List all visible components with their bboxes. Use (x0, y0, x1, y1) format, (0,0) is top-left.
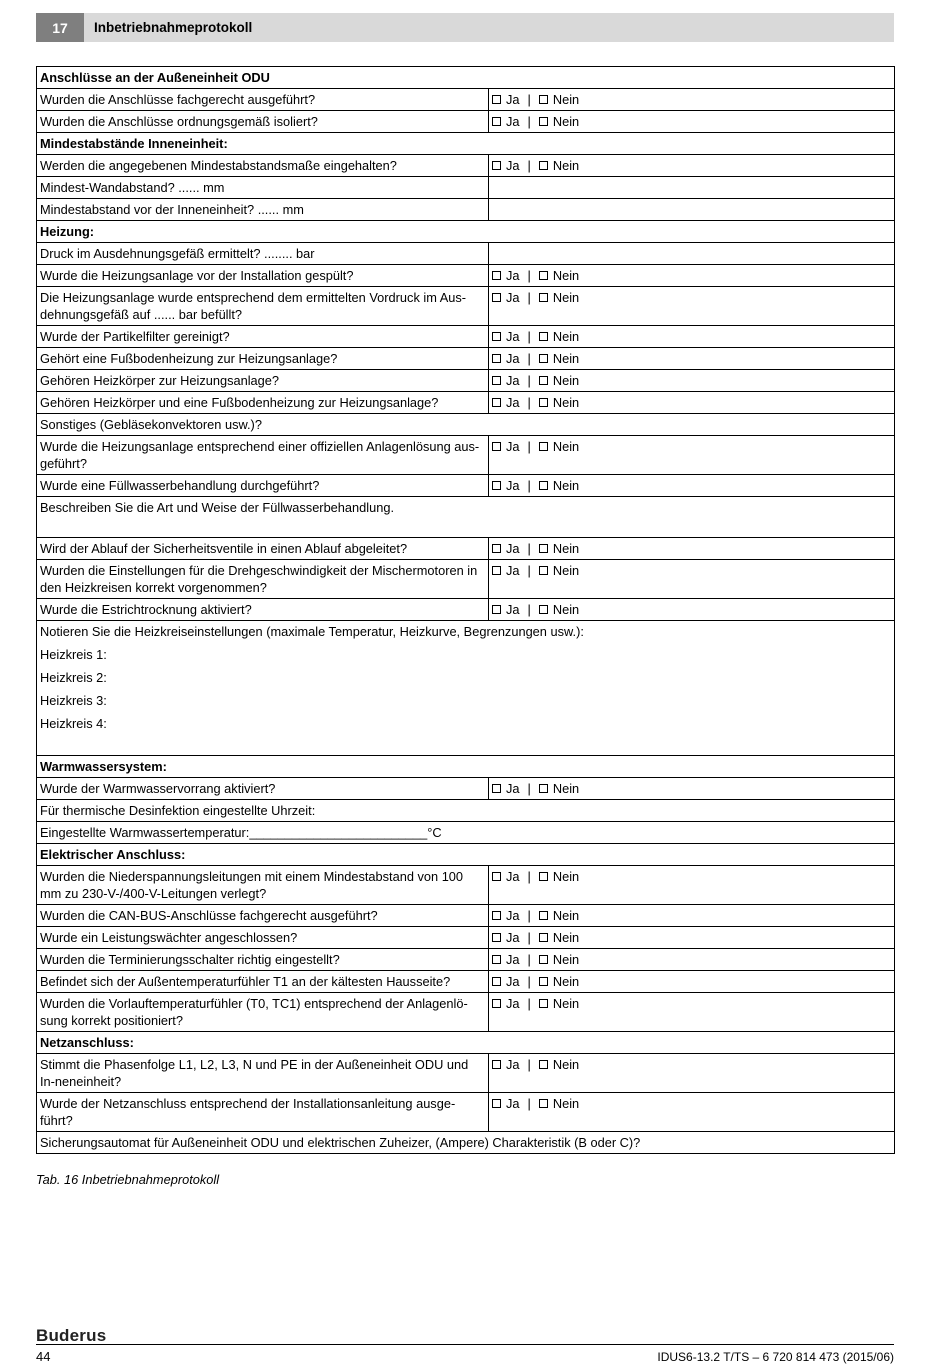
yes-label: Ja (506, 329, 520, 344)
no-checkbox-icon[interactable] (539, 1060, 548, 1069)
no-checkbox-icon[interactable] (539, 442, 548, 451)
yes-no-options (492, 477, 891, 494)
no-checkbox-icon[interactable] (539, 95, 548, 104)
yes-label: Ja (506, 974, 520, 989)
row-text: Wurde die Heizungsanlage vor der Installation gespült? (40, 268, 354, 283)
no-label: Nein (552, 373, 580, 388)
yes-checkbox-icon[interactable] (492, 911, 501, 920)
yes-no-options (492, 350, 891, 367)
section-heading (37, 221, 895, 243)
yes-checkbox-icon[interactable] (492, 955, 501, 964)
yes-label: Ja (506, 92, 520, 107)
table-row (37, 905, 895, 927)
no-checkbox-icon[interactable] (539, 977, 548, 986)
no-label: Nein (552, 290, 580, 305)
no-label: Nein (552, 114, 580, 129)
row-text: Elektrischer Anschluss: (40, 847, 186, 862)
table-row (37, 1054, 895, 1093)
answer-cell (489, 392, 895, 414)
no-label: Nein (552, 974, 580, 989)
yes-no-options (492, 372, 891, 389)
yes-label: Ja (506, 541, 520, 556)
no-checkbox-icon[interactable] (539, 544, 548, 553)
row-text: Heizung: (40, 224, 95, 239)
table-caption: Tab. 16 Inbetriebnahmeprotokoll (36, 1172, 220, 1187)
chapter-number: 17 (36, 13, 84, 42)
no-label: Nein (552, 781, 580, 796)
no-checkbox-icon[interactable] (539, 955, 548, 964)
page-number: 44 (36, 1349, 51, 1364)
row-text: Wurde die Estrichtrocknung aktiviert? (40, 602, 252, 617)
row-text: Befindet sich der Außentemperaturfühler T1 an der kältesten Hausseite? (40, 974, 451, 989)
no-checkbox-icon[interactable] (539, 161, 548, 170)
question-cell (37, 89, 489, 111)
no-label: Nein (552, 602, 580, 617)
question-cell (37, 599, 489, 621)
row-text: Wurde die Heizungsanlage entsprechend einer offiziellen Anlagenlösung aus-geführt? (40, 439, 480, 471)
answer-cell (489, 560, 895, 599)
yes-label: Ja (506, 996, 520, 1011)
row-text: Wurden die Vorlauftemperaturfühler (T0, TC1) entsprechend der Anlagenlö-sung korrekt positioniert? (40, 996, 468, 1028)
table-row (37, 348, 895, 370)
yes-checkbox-icon[interactable] (492, 161, 501, 170)
option-separator: | (527, 268, 531, 283)
section-heading (37, 756, 895, 778)
section-heading (37, 67, 895, 89)
yes-label: Ja (506, 373, 520, 388)
answer-cell (489, 971, 895, 993)
yes-no-options (492, 562, 891, 579)
no-checkbox-icon[interactable] (539, 1099, 548, 1108)
yes-no-options (492, 951, 891, 968)
option-separator: | (527, 439, 531, 454)
question-cell (37, 1054, 489, 1093)
no-label: Nein (552, 1096, 580, 1111)
no-checkbox-icon[interactable] (539, 784, 548, 793)
yes-no-options (492, 907, 891, 924)
option-separator: | (527, 930, 531, 945)
option-separator: | (527, 373, 531, 388)
option-separator: | (527, 290, 531, 305)
chapter-title: Inbetriebnahmeprotokoll (94, 20, 253, 35)
option-separator: | (527, 1096, 531, 1111)
table-row (37, 866, 895, 905)
row-text: Wurde der Warmwasservorrang aktiviert? (40, 781, 276, 796)
question-cell (37, 287, 489, 326)
table-row (37, 243, 895, 265)
question-cell (37, 436, 489, 475)
answer-cell (489, 993, 895, 1032)
yes-checkbox-icon[interactable] (492, 442, 501, 451)
option-separator: | (527, 563, 531, 578)
question-cell (37, 177, 489, 199)
table-row (37, 538, 895, 560)
table-row (37, 778, 895, 800)
question-cell (37, 927, 489, 949)
answer-cell (489, 866, 895, 905)
no-checkbox-icon[interactable] (539, 376, 548, 385)
answer-cell[interactable] (489, 243, 895, 265)
question-cell (37, 1093, 489, 1132)
option-separator: | (527, 908, 531, 923)
yes-checkbox-icon[interactable] (492, 872, 501, 881)
question-cell (37, 111, 489, 133)
yes-label: Ja (506, 869, 520, 884)
table-row (37, 1093, 895, 1132)
row-text: Wurde der Netzanschluss entsprechend der Installationsanleitung ausge-führt? (40, 1096, 456, 1128)
no-checkbox-icon[interactable] (539, 398, 548, 407)
table-row (37, 392, 895, 414)
yes-no-options (492, 267, 891, 284)
no-checkbox-icon[interactable] (539, 354, 548, 363)
no-label: Nein (552, 158, 580, 173)
table-row (37, 326, 895, 348)
yes-no-options (492, 540, 891, 557)
yes-label: Ja (506, 1096, 520, 1111)
heating-circuit-label: Heizkreis 2: (40, 670, 107, 685)
answer-cell (489, 778, 895, 800)
option-separator: | (527, 158, 531, 173)
no-label: Nein (552, 92, 580, 107)
yes-label: Ja (506, 602, 520, 617)
row-text: Sonstiges (Gebläsekonvektoren usw.)? (40, 417, 262, 432)
question-cell (37, 348, 489, 370)
footer-rule (36, 1344, 894, 1345)
yes-checkbox-icon[interactable] (492, 354, 501, 363)
question-cell (37, 475, 489, 497)
yes-checkbox-icon[interactable] (492, 605, 501, 614)
row-text: Die Heizungsanlage wurde entsprechend dem ermittelten Vordruck im Aus-dehnungsgefäß auf ...... bar befüllt? (40, 290, 467, 322)
question-cell (37, 993, 489, 1032)
option-separator: | (527, 329, 531, 344)
no-checkbox-icon[interactable] (539, 933, 548, 942)
yes-no-options (492, 157, 891, 174)
yes-checkbox-icon[interactable] (492, 1060, 501, 1069)
no-label: Nein (552, 1057, 580, 1072)
no-label: Nein (552, 395, 580, 410)
row-text: Stimmt die Phasenfolge L1, L2, L3, N und PE in der Außeneinheit ODU und In-neneinheit? (40, 1057, 469, 1089)
no-label: Nein (552, 563, 580, 578)
yes-label: Ja (506, 439, 520, 454)
yes-checkbox-icon[interactable] (492, 1099, 501, 1108)
row-text: Notieren Sie die Heizkreiseinstellungen (maximale Temperatur, Heizkurve, Begrenzungen usw.): (40, 624, 584, 639)
section-heading (37, 133, 895, 155)
answer-cell (489, 475, 895, 497)
option-separator: | (527, 869, 531, 884)
table-row (37, 67, 895, 89)
option-separator: | (527, 351, 531, 366)
row-text: Sicherungsautomat für Außeneinheit ODU und elektrischen Zuheizer, (Ampere) Charakteristik (B oder C)? (40, 1135, 641, 1150)
table-row (37, 370, 895, 392)
row-text: Wurden die Anschlüsse fachgerecht ausgeführt? (40, 92, 316, 107)
answer-cell (489, 155, 895, 177)
table-row (37, 1132, 895, 1154)
yes-no-options (492, 438, 891, 455)
answer-cell[interactable] (489, 177, 895, 199)
row-text: Wurden die Einstellungen für die Drehgeschwindigkeit der Mischermotoren in den Heizkreisen korrekt vorgenommen? (40, 563, 478, 595)
row-text: Mindest-Wandabstand? ...... mm (40, 180, 225, 195)
question-cell (37, 155, 489, 177)
yes-label: Ja (506, 158, 520, 173)
row-text: Mindestabstand vor der Inneneinheit? ...... mm (40, 202, 304, 217)
no-label: Nein (552, 329, 580, 344)
brand-logo: Buderus (36, 1326, 107, 1345)
table-row (37, 1032, 895, 1054)
answer-cell (489, 265, 895, 287)
yes-label: Ja (506, 563, 520, 578)
no-label: Nein (552, 996, 580, 1011)
no-label: Nein (552, 268, 580, 283)
row-text: Eingestellte Warmwassertemperatur:_________________________°C (40, 825, 442, 840)
option-separator: | (527, 781, 531, 796)
no-label: Nein (552, 952, 580, 967)
answer-cell (489, 370, 895, 392)
no-checkbox-icon[interactable] (539, 481, 548, 490)
row-text: Wurden die Anschlüsse ordnungsgemäß isoliert? (40, 114, 318, 129)
question-cell (37, 905, 489, 927)
answer-cell (489, 436, 895, 475)
yes-label: Ja (506, 781, 520, 796)
answer-cell (489, 348, 895, 370)
yes-label: Ja (506, 290, 520, 305)
question-cell (37, 199, 489, 221)
no-checkbox-icon[interactable] (539, 293, 548, 302)
yes-checkbox-icon[interactable] (492, 332, 501, 341)
row-text: Anschlüsse an der Außeneinheit ODU (40, 70, 270, 85)
question-cell (37, 866, 489, 905)
yes-no-options (492, 995, 891, 1012)
chapter-header (36, 13, 894, 42)
full-width-cell[interactable] (37, 621, 895, 756)
no-checkbox-icon[interactable] (539, 117, 548, 126)
yes-checkbox-icon[interactable] (492, 398, 501, 407)
yes-no-options (492, 601, 891, 618)
table-row (37, 265, 895, 287)
row-text: Wurden die Terminierungsschalter richtig eingestellt? (40, 952, 340, 967)
row-text: Gehört eine Fußbodenheizung zur Heizungsanlage? (40, 351, 338, 366)
yes-no-options (492, 328, 891, 345)
full-width-cell[interactable] (37, 1132, 895, 1154)
no-label: Nein (552, 869, 580, 884)
yes-checkbox-icon[interactable] (492, 999, 501, 1008)
option-separator: | (527, 92, 531, 107)
option-separator: | (527, 952, 531, 967)
question-cell (37, 392, 489, 414)
no-checkbox-icon[interactable] (539, 332, 548, 341)
table-row (37, 436, 895, 475)
no-checkbox-icon[interactable] (539, 271, 548, 280)
table-row (37, 927, 895, 949)
no-checkbox-icon[interactable] (539, 872, 548, 881)
option-separator: | (527, 478, 531, 493)
option-separator: | (527, 974, 531, 989)
table-row (37, 599, 895, 621)
heating-circuit-label: Heizkreis 4: (40, 716, 107, 731)
yes-checkbox-icon[interactable] (492, 977, 501, 986)
no-label: Nein (552, 439, 580, 454)
row-text: Gehören Heizkörper zur Heizungsanlage? (40, 373, 280, 388)
table-row (37, 475, 895, 497)
document-id: IDUS6-13.2 T/TS – 6 720 814 473 (2015/06) (657, 1350, 894, 1364)
answer-cell (489, 326, 895, 348)
question-cell (37, 778, 489, 800)
yes-no-options (492, 1056, 891, 1073)
row-text: Wurden die Niederspannungsleitungen mit einem Mindestabstand von 100 mm zu 230-V-/400-V-Leitungen verlegt? (40, 869, 464, 901)
yes-label: Ja (506, 395, 520, 410)
table-row (37, 199, 895, 221)
table-row (37, 971, 895, 993)
table-row (37, 155, 895, 177)
option-separator: | (527, 541, 531, 556)
table-row (37, 993, 895, 1032)
yes-no-options (492, 929, 891, 946)
section-heading (37, 844, 895, 866)
yes-label: Ja (506, 268, 520, 283)
yes-no-options (492, 868, 891, 885)
table-row (37, 560, 895, 599)
answer-cell (489, 1054, 895, 1093)
yes-no-options (492, 113, 891, 130)
option-separator: | (527, 114, 531, 129)
table-row (37, 621, 895, 756)
table-row (37, 497, 895, 538)
full-width-cell[interactable] (37, 800, 895, 822)
no-label: Nein (552, 930, 580, 945)
no-label: Nein (552, 351, 580, 366)
no-checkbox-icon[interactable] (539, 999, 548, 1008)
no-checkbox-icon[interactable] (539, 605, 548, 614)
row-text: Wird der Ablauf der Sicherheitsventile in einen Ablauf abgeleitet? (40, 541, 408, 556)
yes-checkbox-icon[interactable] (492, 117, 501, 126)
table-row (37, 177, 895, 199)
yes-checkbox-icon[interactable] (492, 784, 501, 793)
question-cell (37, 971, 489, 993)
heating-circuit-label: Heizkreis 1: (40, 647, 107, 662)
row-text: Für thermische Desinfektion eingestellte Uhrzeit: (40, 803, 316, 818)
answer-cell (489, 927, 895, 949)
table-row (37, 822, 895, 844)
yes-no-options (492, 91, 891, 108)
option-separator: | (527, 602, 531, 617)
answer-cell (489, 287, 895, 326)
yes-no-options (492, 780, 891, 797)
row-text: Warmwassersystem: (40, 759, 167, 774)
no-label: Nein (552, 478, 580, 493)
yes-label: Ja (506, 930, 520, 945)
yes-label: Ja (506, 1057, 520, 1072)
full-width-cell[interactable] (37, 497, 895, 538)
table-row (37, 844, 895, 866)
table-row (37, 949, 895, 971)
row-text: Netzanschluss: (40, 1035, 134, 1050)
yes-checkbox-icon[interactable] (492, 481, 501, 490)
yes-label: Ja (506, 478, 520, 493)
answer-cell (489, 1093, 895, 1132)
no-label: Nein (552, 541, 580, 556)
answer-cell (489, 905, 895, 927)
table-row (37, 800, 895, 822)
row-text: Wurde der Partikelfilter gereinigt? (40, 329, 230, 344)
yes-label: Ja (506, 952, 520, 967)
answer-cell (489, 949, 895, 971)
table-row (37, 221, 895, 243)
row-text: Wurde ein Leistungswächter angeschlossen? (40, 930, 298, 945)
row-text: Wurde eine Füllwasserbehandlung durchgeführt? (40, 478, 320, 493)
yes-no-options (492, 394, 891, 411)
yes-no-options (492, 973, 891, 990)
yes-no-options (492, 289, 891, 306)
question-cell (37, 370, 489, 392)
question-cell (37, 243, 489, 265)
no-checkbox-icon[interactable] (539, 911, 548, 920)
yes-checkbox-icon[interactable] (492, 544, 501, 553)
yes-checkbox-icon[interactable] (492, 566, 501, 575)
row-text: Gehören Heizkörper und eine Fußbodenheizung zur Heizungsanlage? (40, 395, 439, 410)
question-cell (37, 949, 489, 971)
commissioning-protocol-table (36, 66, 895, 1154)
option-separator: | (527, 996, 531, 1011)
no-checkbox-icon[interactable] (539, 566, 548, 575)
full-width-cell[interactable] (37, 822, 895, 844)
row-text: Werden die angegebenen Mindestabstandsmaße eingehalten? (40, 158, 397, 173)
row-text: Beschreiben Sie die Art und Weise der Füllwasserbehandlung. (40, 500, 395, 515)
row-text: Mindestabstände Inneneinheit: (40, 136, 228, 151)
question-cell (37, 265, 489, 287)
question-cell (37, 326, 489, 348)
answer-cell[interactable] (489, 199, 895, 221)
table-row (37, 756, 895, 778)
option-separator: | (527, 1057, 531, 1072)
yes-checkbox-icon[interactable] (492, 293, 501, 302)
table-row (37, 133, 895, 155)
answer-cell (489, 89, 895, 111)
no-label: Nein (552, 908, 580, 923)
answer-cell (489, 111, 895, 133)
table-row (37, 111, 895, 133)
yes-no-options (492, 1095, 891, 1112)
yes-label: Ja (506, 114, 520, 129)
yes-checkbox-icon[interactable] (492, 271, 501, 280)
question-cell (37, 560, 489, 599)
table-row (37, 89, 895, 111)
option-separator: | (527, 395, 531, 410)
table-row (37, 287, 895, 326)
heating-circuit-label: Heizkreis 3: (40, 693, 107, 708)
yes-checkbox-icon[interactable] (492, 95, 501, 104)
table-row (37, 414, 895, 436)
yes-label: Ja (506, 908, 520, 923)
row-text: Druck im Ausdehnungsgefäß ermittelt? ........ bar (40, 246, 315, 261)
yes-checkbox-icon[interactable] (492, 933, 501, 942)
answer-cell (489, 538, 895, 560)
question-cell (37, 538, 489, 560)
section-heading (37, 1032, 895, 1054)
yes-label: Ja (506, 351, 520, 366)
answer-cell (489, 599, 895, 621)
full-width-cell[interactable] (37, 414, 895, 436)
yes-checkbox-icon[interactable] (492, 376, 501, 385)
row-text: Wurden die CAN-BUS-Anschlüsse fachgerecht ausgeführt? (40, 908, 378, 923)
